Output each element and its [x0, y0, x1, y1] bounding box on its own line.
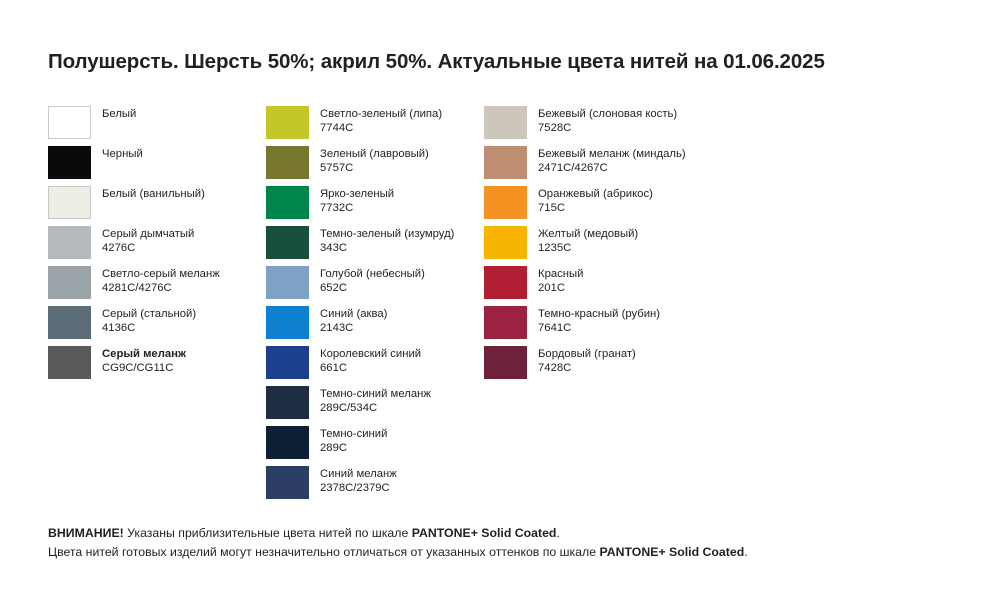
swatch-labels [309, 346, 421, 375]
swatch-name: Белый (ванильный) [102, 188, 205, 200]
swatch-name: Королевский синий [320, 348, 422, 360]
swatch-row [484, 106, 744, 146]
color-chip [484, 306, 527, 339]
swatch-labels [527, 146, 686, 175]
swatch-row [266, 146, 484, 186]
color-chip [266, 386, 309, 419]
swatch-name: Оранжевый (абрикос) [538, 188, 653, 200]
color-chip [484, 186, 527, 219]
swatch-name: Синий меланж [320, 468, 397, 480]
swatch-row [266, 106, 484, 146]
swatch-labels [91, 226, 194, 255]
swatch-name: Светло-зеленый (липа) [320, 108, 443, 120]
swatch-row [484, 186, 744, 226]
swatch-labels [309, 386, 431, 415]
swatch-pantone-code: 7744C [320, 122, 354, 135]
swatch-pantone-code: 5757C [320, 162, 354, 175]
swatch-name: Темно-синий [320, 428, 388, 440]
swatch-pantone-code: 715C [538, 202, 566, 215]
swatch-name: Зеленый (лавровый) [320, 148, 429, 160]
swatch-name: Бежевый (слоновая кость) [538, 108, 678, 120]
color-chip [48, 306, 91, 339]
swatch-name: Красный [538, 268, 584, 280]
swatch-name: Синий (аква) [320, 308, 388, 320]
swatch-pantone-code: 2471C/4267C [538, 162, 608, 175]
swatch-labels [91, 106, 136, 121]
color-chip [484, 106, 527, 139]
color-chip [48, 146, 91, 179]
swatch-column-2 [266, 106, 484, 506]
footer-line-2-scale: PANTONE+ Solid Coated [599, 545, 745, 560]
swatch-row [48, 106, 266, 146]
swatch-name: Серый дымчатый [102, 228, 195, 240]
swatch-pantone-code: 652C [320, 282, 348, 295]
color-chip [266, 346, 309, 379]
swatch-labels [91, 186, 205, 201]
swatch-pantone-code: CG9C/CG11C [102, 362, 174, 375]
color-chip [48, 106, 91, 139]
color-chip [484, 226, 527, 259]
swatch-pantone-code: 4136C [102, 322, 136, 335]
color-chip [48, 346, 91, 379]
swatch-row [48, 146, 266, 186]
footer-line-2-end: . [744, 545, 748, 560]
swatch-row [266, 226, 484, 266]
swatch-labels [309, 466, 397, 495]
swatch-pantone-code: 661C [320, 362, 348, 375]
swatch-labels [309, 106, 442, 135]
swatch-labels [309, 226, 454, 255]
swatch-name: Бежевый меланж (миндаль) [538, 148, 686, 160]
swatch-labels [91, 266, 220, 295]
swatch-name: Серый меланж [102, 348, 187, 360]
color-chip [266, 186, 309, 219]
swatch-labels [91, 306, 196, 335]
color-chip [266, 106, 309, 139]
swatch-labels [527, 106, 677, 135]
footer-line-1-scale: PANTONE+ Solid Coated [411, 526, 557, 540]
swatch-name: Темно-синий меланж [320, 388, 431, 400]
color-chip [484, 346, 527, 379]
swatch-labels [309, 426, 387, 455]
swatch-pantone-code: 289C [320, 442, 348, 455]
swatch-labels [309, 186, 394, 215]
swatch-row [484, 146, 744, 186]
color-chip [266, 226, 309, 259]
color-chip [266, 266, 309, 299]
swatch-name: Темно-зеленый (изумруд) [320, 228, 455, 240]
swatch-row [266, 346, 484, 386]
color-chip [266, 426, 309, 459]
footer-line-1 [48, 524, 968, 543]
swatch-pantone-code: 7528C [538, 122, 572, 135]
footer-line-2-text: Цвета нитей готовых изделий могут незначительно отличаться от указанных оттенков по шкале [48, 545, 600, 560]
footer-notes [48, 524, 968, 562]
swatch-pantone-code: 7641C [538, 322, 572, 335]
swatch-row [48, 346, 266, 386]
swatch-labels [309, 266, 425, 295]
swatch-labels [91, 146, 143, 161]
swatch-labels [527, 306, 660, 335]
swatch-pantone-code: 7428C [538, 362, 572, 375]
swatch-row [266, 466, 484, 506]
color-chip [48, 266, 91, 299]
swatch-column-3 [484, 106, 744, 506]
swatch-pantone-code: 2378C/2379C [320, 482, 390, 495]
swatch-name: Желтый (медовый) [538, 228, 639, 240]
swatch-row [266, 426, 484, 466]
swatch-row [484, 306, 744, 346]
swatch-labels [527, 186, 653, 215]
swatch-pantone-code: 2143C [320, 322, 354, 335]
swatch-name: Черный [102, 148, 143, 160]
swatch-labels [91, 346, 186, 375]
swatch-pantone-code: 201C [538, 282, 566, 295]
swatch-row [48, 226, 266, 266]
swatch-name: Светло-серый меланж [102, 268, 220, 280]
color-chip [48, 226, 91, 259]
footer-line-2 [48, 543, 968, 562]
swatch-name: Серый (стальной) [102, 308, 197, 320]
swatch-pantone-code: 4281C/4276C [102, 282, 172, 295]
swatch-name: Темно-красный (рубин) [538, 308, 661, 320]
swatch-row [48, 186, 266, 226]
swatch-pantone-code: 289C/534C [320, 402, 378, 415]
swatch-labels [309, 306, 387, 335]
swatch-labels [527, 346, 636, 375]
swatch-row [266, 266, 484, 306]
color-chip [484, 266, 527, 299]
swatch-pantone-code: 1235C [538, 242, 572, 255]
swatch-labels [527, 266, 583, 295]
footer-line-1-end: . [556, 526, 560, 540]
page-title: Полушерсть. Шерсть 50%; акрил 50%. Актуальные цвета нитей на 01.06.2025 [48, 50, 825, 73]
swatch-columns [48, 106, 958, 506]
swatch-pantone-code: 4276C [102, 242, 136, 255]
swatch-row [48, 306, 266, 346]
color-chip [484, 146, 527, 179]
color-chip [266, 306, 309, 339]
swatch-pantone-code: 7732C [320, 202, 354, 215]
swatch-labels [527, 226, 638, 255]
swatch-labels [309, 146, 429, 175]
swatch-name: Бордовый (гранат) [538, 348, 636, 360]
footer-line-1-text: Указаны приблизительные цвета нитей по шкале [123, 526, 412, 540]
swatch-name: Белый [102, 108, 137, 120]
swatch-pantone-code: 343C [320, 242, 348, 255]
swatch-row [484, 266, 744, 306]
swatch-name: Ярко-зеленый [320, 188, 395, 200]
color-chip [48, 186, 91, 219]
color-chip [266, 466, 309, 499]
swatch-row [484, 346, 744, 386]
swatch-name: Голубой (небесный) [320, 268, 425, 280]
swatch-row [266, 186, 484, 226]
swatch-column-1 [48, 106, 266, 506]
swatch-row [484, 226, 744, 266]
swatch-row [48, 266, 266, 306]
color-chip [266, 146, 309, 179]
swatch-row [266, 306, 484, 346]
footer-warning-label: ВНИМАНИЕ! [48, 526, 124, 540]
swatch-row [266, 386, 484, 426]
